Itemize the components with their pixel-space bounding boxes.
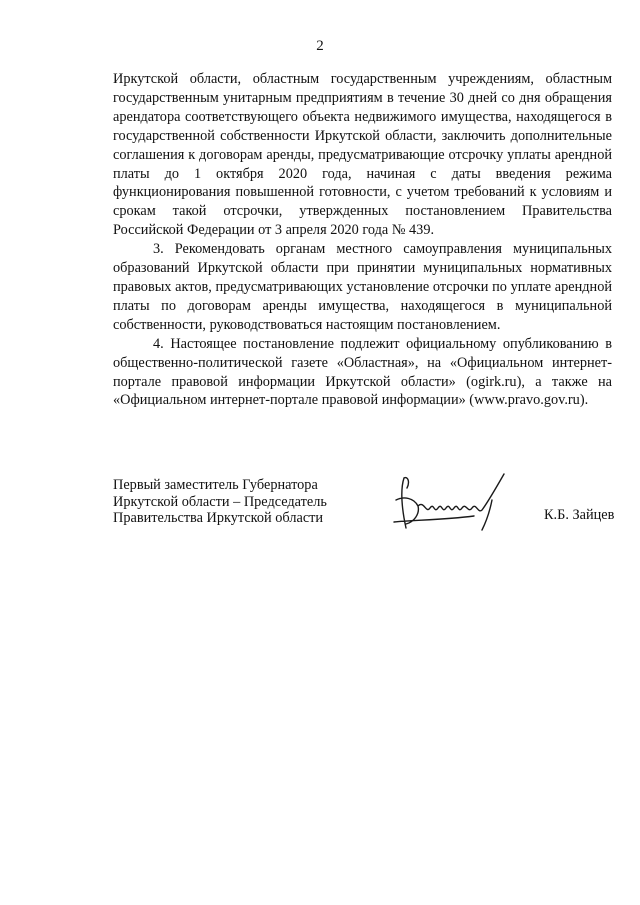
paragraph-item-4: 4. Настоящее постановление подлежит официальному опубликованию в общественно-политической газете «Областная», на «Официальном интернет-портале правовой информации Иркутской области» (ogirk.ru), а также на «Официальном интернет-портале правовой информации» (www.pravo.gov.ru).: [113, 335, 612, 409]
signatory-title-line: Иркутской области – Председатель: [113, 493, 327, 510]
signatory-title-line: Правительства Иркутской области: [113, 510, 324, 526]
paragraph-continuation: Иркутской области, областным государственным учреждениям, областным государственным унитарным предприятиям в течение 30 дней со дня обращения арендатора соответствующего объекта недвижимого имущества, находящегося в государственной собственности Иркутской области, заключить дополнительные соглашения к договорам аренды, предусматривающие отсрочку уплаты арендной платы до 1 октября 2020 года, начиная с даты введения режима функционирования повышенной готовности, с учетом требований к условиям и срокам такой отсрочки, утвержденных постановлением Правительства Российской Федерации от 3 апреля 2020 года № 439.: [113, 71, 612, 239]
page-number: 2: [316, 38, 324, 54]
signatory-title-line: Первый заместитель Губернатора: [113, 477, 318, 493]
signatory-title: [113, 477, 327, 527]
signer-name: К.Б. Зайцев: [544, 507, 615, 523]
handwritten-signature: [374, 470, 524, 545]
paragraph-item-3: 3. Рекомендовать органам местного самоуправления муниципальных образований Иркутской области при принятии муниципальных нормативных правовых актов, предусматривающих установление отсрочки по уплате арендной платы по договорам аренды имущества, находящегося в муниципальной собственности, руководствоваться настоящим постановлением.: [113, 241, 612, 333]
document-body: [113, 70, 612, 410]
